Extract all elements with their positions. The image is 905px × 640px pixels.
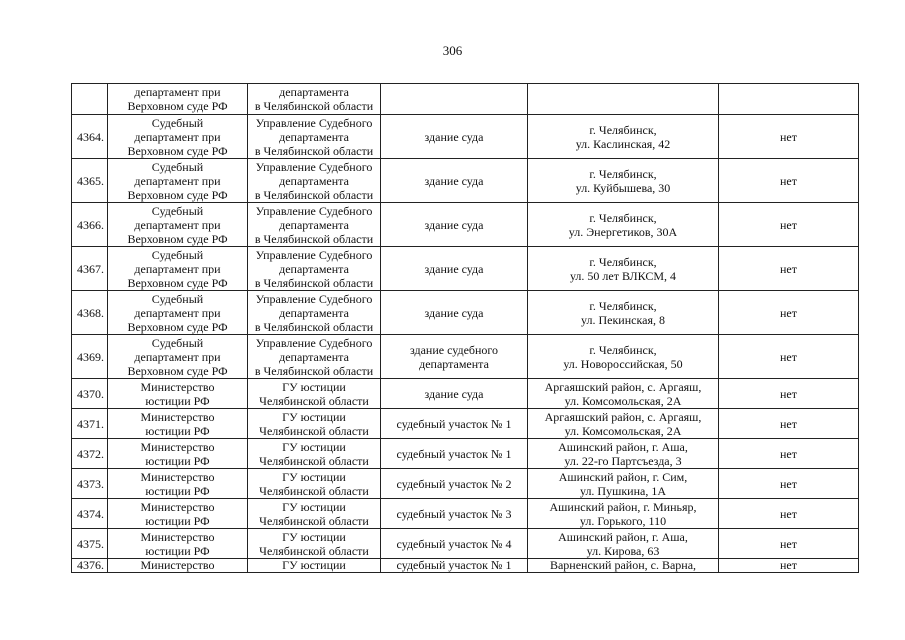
table-row <box>72 439 859 469</box>
table-row <box>72 115 859 159</box>
organization-cell: Министерство юстиции РФ <box>108 439 248 469</box>
address-cell: г. Челябинск, ул. Пекинская, 8 <box>528 291 719 335</box>
organization-cell: Судебный департамент при Верховном суде РФ <box>108 159 248 203</box>
subdivision-cell: Управление Судебного департамента в Челябинской области <box>248 159 381 203</box>
table-row <box>72 159 859 203</box>
address-cell <box>528 84 719 115</box>
object-name-cell: здание судебного департамента <box>381 335 528 379</box>
subdivision-cell: Управление Судебного департамента в Челябинской области <box>248 335 381 379</box>
flag-value-cell: нет <box>719 335 859 379</box>
address-cell: г. Челябинск, ул. Энергетиков, 30А <box>528 203 719 247</box>
subdivision-cell: департамента в Челябинской области <box>248 84 381 115</box>
address-cell: Варненский район, с. Варна, <box>528 559 719 573</box>
organization-cell: Министерство <box>108 559 248 573</box>
subdivision-cell: Управление Судебного департамента в Челябинской области <box>248 203 381 247</box>
organization-cell: Министерство юстиции РФ <box>108 529 248 559</box>
table-body <box>72 84 859 573</box>
address-cell: г. Челябинск, ул. Новороссийская, 50 <box>528 335 719 379</box>
subdivision-cell: Управление Судебного департамента в Челябинской области <box>248 247 381 291</box>
row-number-cell: 4364. <box>72 115 108 159</box>
object-name-cell: судебный участок № 4 <box>381 529 528 559</box>
object-name-cell: судебный участок № 1 <box>381 559 528 573</box>
flag-value-cell: нет <box>719 499 859 529</box>
object-name-cell: судебный участок № 3 <box>381 499 528 529</box>
subdivision-cell: ГУ юстиции Челябинской области <box>248 409 381 439</box>
organization-cell: Судебный департамент при Верховном суде РФ <box>108 335 248 379</box>
row-number-cell: 4373. <box>72 469 108 499</box>
organization-cell: Министерство юстиции РФ <box>108 499 248 529</box>
row-number-cell: 4371. <box>72 409 108 439</box>
row-number-cell: 4375. <box>72 529 108 559</box>
subdivision-cell: ГУ юстиции Челябинской области <box>248 529 381 559</box>
row-number-cell: 4368. <box>72 291 108 335</box>
address-cell: Ашинский район, г. Аша, ул. Кирова, 63 <box>528 529 719 559</box>
object-name-cell: здание суда <box>381 203 528 247</box>
table-row <box>72 409 859 439</box>
object-name-cell: судебный участок № 1 <box>381 439 528 469</box>
registry-table <box>71 83 859 573</box>
object-name-cell: здание суда <box>381 379 528 409</box>
address-cell: г. Челябинск, ул. Каслинская, 42 <box>528 115 719 159</box>
object-name-cell: судебный участок № 1 <box>381 409 528 439</box>
row-number-cell: 4376. <box>72 559 108 573</box>
organization-cell: Судебный департамент при Верховном суде РФ <box>108 115 248 159</box>
flag-value-cell: нет <box>719 439 859 469</box>
subdivision-cell: ГУ юстиции Челябинской области <box>248 379 381 409</box>
address-cell: Ашинский район, г. Сим, ул. Пушкина, 1А <box>528 469 719 499</box>
flag-value-cell: нет <box>719 469 859 499</box>
table-row <box>72 84 859 115</box>
table-row <box>72 499 859 529</box>
organization-cell: Министерство юстиции РФ <box>108 469 248 499</box>
row-number-cell: 4367. <box>72 247 108 291</box>
table-row <box>72 291 859 335</box>
subdivision-cell: Управление Судебного департамента в Челябинской области <box>248 291 381 335</box>
table-row <box>72 379 859 409</box>
object-name-cell: здание суда <box>381 159 528 203</box>
table-row <box>72 469 859 499</box>
flag-value-cell: нет <box>719 409 859 439</box>
flag-value-cell: нет <box>719 529 859 559</box>
row-number-cell: 4374. <box>72 499 108 529</box>
row-number-cell: 4372. <box>72 439 108 469</box>
row-number-cell: 4366. <box>72 203 108 247</box>
organization-cell: Судебный департамент при Верховном суде РФ <box>108 247 248 291</box>
subdivision-cell: ГУ юстиции Челябинской области <box>248 439 381 469</box>
object-name-cell: судебный участок № 2 <box>381 469 528 499</box>
flag-value-cell: нет <box>719 379 859 409</box>
table-row <box>72 203 859 247</box>
row-number-cell: 4369. <box>72 335 108 379</box>
table-row <box>72 529 859 559</box>
address-cell: Аргаяшский район, с. Аргаяш, ул. Комсомольская, 2А <box>528 379 719 409</box>
flag-value-cell: нет <box>719 115 859 159</box>
row-number-cell <box>72 84 108 115</box>
subdivision-cell: ГУ юстиции Челябинской области <box>248 499 381 529</box>
organization-cell: Судебный департамент при Верховном суде РФ <box>108 291 248 335</box>
subdivision-cell: Управление Судебного департамента в Челябинской области <box>248 115 381 159</box>
address-cell: Ашинский район, г. Аша, ул. 22-го Партсъезда, 3 <box>528 439 719 469</box>
address-cell: Аргаяшский район, с. Аргаяш, ул. Комсомольская, 2А <box>528 409 719 439</box>
table-row <box>72 559 859 573</box>
address-cell: Ашинский район, г. Миньяр, ул. Горького, 110 <box>528 499 719 529</box>
organization-cell: Министерство юстиции РФ <box>108 409 248 439</box>
subdivision-cell: ГУ юстиции <box>248 559 381 573</box>
object-name-cell: здание суда <box>381 115 528 159</box>
object-name-cell <box>381 84 528 115</box>
flag-value-cell: нет <box>719 559 859 573</box>
organization-cell: Министерство юстиции РФ <box>108 379 248 409</box>
flag-value-cell: нет <box>719 247 859 291</box>
object-name-cell: здание суда <box>381 291 528 335</box>
flag-value-cell <box>719 84 859 115</box>
page-number: 306 <box>442 43 463 58</box>
subdivision-cell: ГУ юстиции Челябинской области <box>248 469 381 499</box>
organization-cell: Судебный департамент при Верховном суде РФ <box>108 203 248 247</box>
flag-value-cell: нет <box>719 203 859 247</box>
row-number-cell: 4365. <box>72 159 108 203</box>
organization-cell: департамент при Верховном суде РФ <box>108 84 248 115</box>
table-row <box>72 335 859 379</box>
object-name-cell: здание суда <box>381 247 528 291</box>
row-number-cell: 4370. <box>72 379 108 409</box>
address-cell: г. Челябинск, ул. Куйбышева, 30 <box>528 159 719 203</box>
table-row <box>72 247 859 291</box>
flag-value-cell: нет <box>719 159 859 203</box>
address-cell: г. Челябинск, ул. 50 лет ВЛКСМ, 4 <box>528 247 719 291</box>
flag-value-cell: нет <box>719 291 859 335</box>
